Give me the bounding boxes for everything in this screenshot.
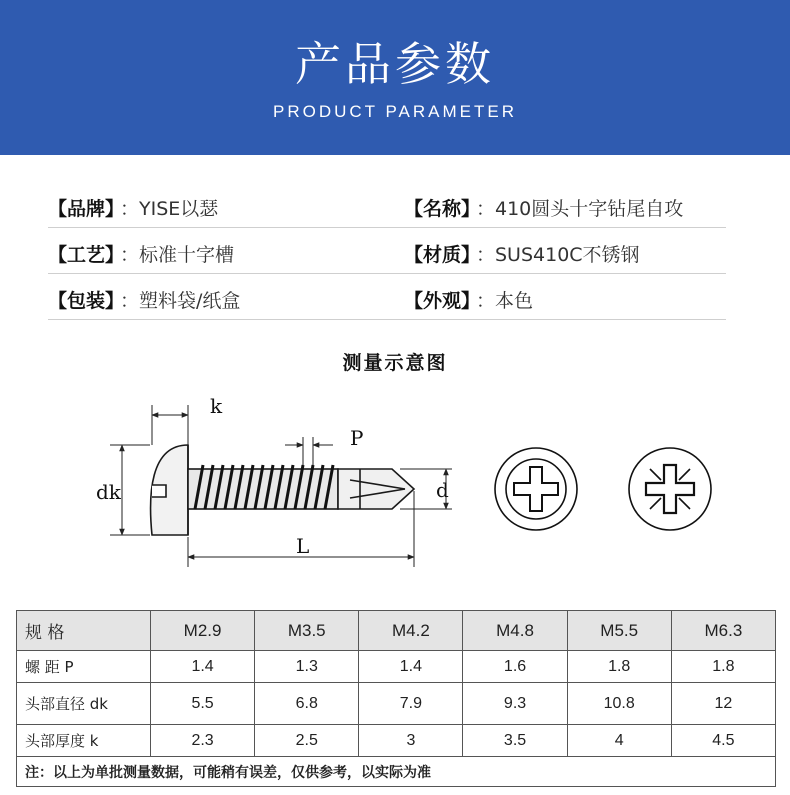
table-row — [17, 725, 776, 757]
table-cell: 5.5 — [151, 683, 255, 725]
table-cell: 1.3 — [255, 651, 359, 683]
spec-key-material: 【材质】 — [404, 244, 481, 266]
table-header-cell: M6.3 — [671, 611, 775, 651]
spec-row — [48, 228, 726, 274]
table-header-row — [17, 611, 776, 651]
table-cell: 3.5 — [463, 725, 567, 757]
spec-value-packaging: ：塑料袋/纸盒 — [120, 290, 241, 312]
table-cell: 12 — [671, 683, 775, 725]
spec-row — [48, 274, 726, 320]
table-cell: 1.4 — [359, 651, 463, 683]
diagram-title: 测量示意图 — [342, 352, 448, 374]
screw-diagram — [0, 385, 790, 585]
table-cell: 1.4 — [151, 651, 255, 683]
table-cell: 1.8 — [671, 651, 775, 683]
parameter-table — [16, 610, 776, 787]
table-cell: 1.6 — [463, 651, 567, 683]
spec-key-name: 【名称】 — [404, 198, 481, 220]
dim-label-k: k — [210, 394, 223, 418]
table-note: 注：以上为单批测量数据，可能稍有误差，仅供参考，以实际为准 — [17, 757, 776, 787]
table-row-label: 头部直径 dk — [17, 683, 151, 725]
dim-label-d: d — [436, 478, 449, 502]
table-row — [17, 651, 776, 683]
table-row-label: 螺 距 P — [17, 651, 151, 683]
dim-label-l: L — [296, 534, 310, 558]
dim-label-dk: dk — [96, 480, 121, 504]
spec-key-brand: 【品牌】 — [48, 198, 125, 220]
table-header-cell: M5.5 — [567, 611, 671, 651]
spec-value-appearance: ：本色 — [476, 290, 534, 312]
table-cell: 7.9 — [359, 683, 463, 725]
spec-row — [48, 182, 726, 228]
screw-side-view — [151, 445, 414, 535]
table-cell: 6.8 — [255, 683, 359, 725]
table-header-cell: M4.8 — [463, 611, 567, 651]
table-cell: 2.5 — [255, 725, 359, 757]
table-cell: 1.8 — [567, 651, 671, 683]
table-cell: 9.3 — [463, 683, 567, 725]
spec-key-appearance: 【外观】 — [404, 290, 481, 312]
pozidriv-head-icon — [629, 448, 711, 530]
table-cell: 10.8 — [567, 683, 671, 725]
table-header-cell: M2.9 — [151, 611, 255, 651]
table-cell: 4.5 — [671, 725, 775, 757]
table-cell: 4 — [567, 725, 671, 757]
table-note-row — [17, 757, 776, 787]
spec-value-process: ：标准十字槽 — [120, 244, 235, 266]
spec-key-process: 【工艺】 — [48, 244, 125, 266]
phillips-head-icon — [495, 448, 577, 530]
spec-value-name: ：410圆头十字钻尾自攻 — [476, 198, 684, 220]
table-header-cell: M3.5 — [255, 611, 359, 651]
table-header-label: 规 格 — [17, 611, 151, 651]
table-row — [17, 683, 776, 725]
dim-label-p: P — [350, 426, 364, 450]
header-banner — [0, 0, 790, 155]
table-cell: 2.3 — [151, 725, 255, 757]
table-cell: 3 — [359, 725, 463, 757]
page-subtitle: PRODUCT PARAMETER — [272, 102, 517, 121]
table-header-cell: M4.2 — [359, 611, 463, 651]
spec-value-material: ：SUS410C不锈钢 — [476, 244, 640, 266]
spec-key-packaging: 【包装】 — [48, 290, 125, 312]
spec-value-brand: ：YISE以瑟 — [120, 198, 219, 220]
page-title: 产品参数 — [295, 37, 495, 91]
table-row-label: 头部厚度 k — [17, 725, 151, 757]
